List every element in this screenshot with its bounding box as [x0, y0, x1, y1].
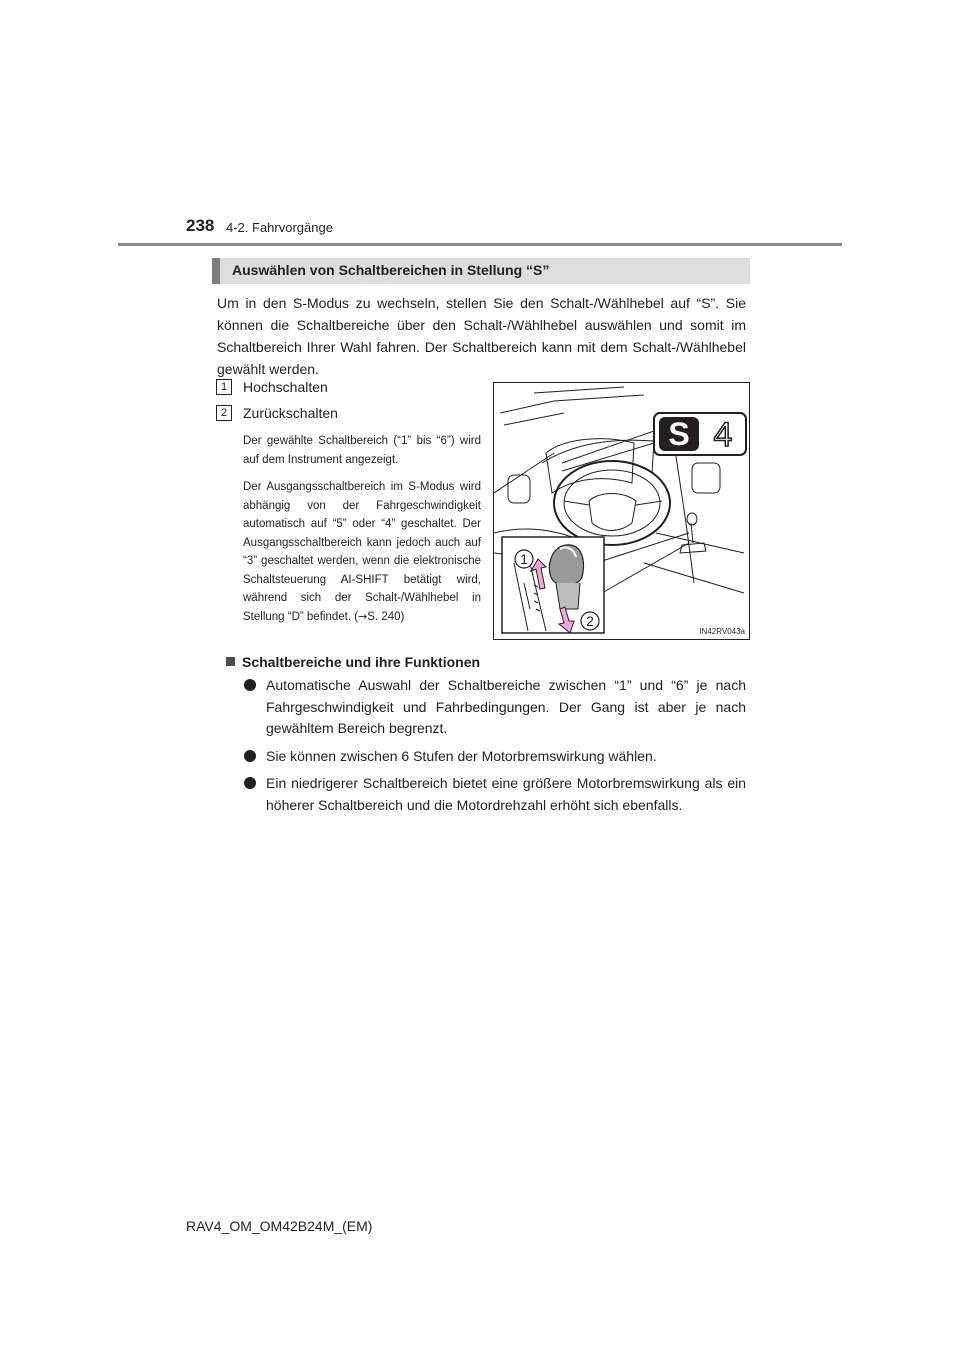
step-label: Hochschalten [243, 379, 328, 395]
shift-lever-illustration [493, 382, 750, 640]
indicator-number: 4 [713, 416, 733, 454]
note-initial-range: Der Ausgangsschaltbereich im S-Modus wird abhängig von der Fahrgeschwindigkeit automatisch auf “5” oder “4” geschaltet. Der Ausgangsschaltbereich kann jedoch auch auf “3” geschaltet werden, wenn die elektronische Schaltsteuerung AI-SHIFT betätigt wird, während sich der Schalt-/Wählhebel in Stellung “D” befindet. (→S. 240) [243, 481, 481, 623]
list-item: Ein niedrigerer Schaltbereich bietet eine größere Motorbremswirkung als ein höherer Schaltbereich und die Motordrehzahl erhöht sich ebenfalls. [244, 773, 746, 816]
list-item: Sie können zwischen 6 Stufen der Motorbremswirkung wählen. [244, 746, 746, 768]
bullet-dot-icon [244, 679, 256, 691]
subsection-title: Schaltbereiche und ihre Funktionen [242, 654, 481, 670]
document-code: RAV4_OM_OM42B24M_(EM) [186, 1218, 373, 1234]
callout-2-label: 2 [586, 613, 594, 629]
intro-paragraph: Um in den S-Modus zu wechseln, stellen Sie den Schalt-/Wählhebel auf “S”. Sie können die Schaltbereiche über den Schalt-/Wählhebel auswählen und somit im Schaltbereich Ihrer Wahl fahren. Der Schaltbereich kann mit dem Schalt-/Wählhebel gewählt werden. [217, 295, 746, 377]
reference-arrow-icon: → [358, 609, 368, 623]
figure-code: IN42RV043a [699, 627, 745, 636]
section-heading-bar [212, 258, 750, 284]
note-range-display: Der gewählte Schaltbereich (“1” bis “6”) wird auf dem Instrument angezeigt. [243, 435, 481, 466]
function-list [244, 675, 746, 822]
section-heading: Auswählen von Schaltbereichen in Stellung “S” [232, 262, 550, 278]
subsection-heading [226, 654, 480, 670]
step-number: 2 [216, 405, 232, 421]
bullet-dot-icon [244, 777, 256, 789]
callout-1-label: 1 [520, 551, 528, 567]
header-rule [118, 243, 842, 246]
bullet-dot-icon [244, 750, 256, 762]
indicator-letter: S [668, 416, 690, 452]
page-number: 238 [186, 216, 215, 235]
square-bullet-icon [226, 657, 235, 666]
step-label: Zurückschalten [243, 405, 338, 421]
dashboard-drawing [494, 383, 748, 638]
list-item: Automatische Auswahl der Schaltbereiche zwischen “1” und “6” je nach Fahrgeschwindigkeit und Fahrbedingungen. Der Gang ist aber je nach gewähltem Bereich begrenzt. [244, 675, 746, 740]
section-title: 4-2. Fahrvorgänge [226, 220, 333, 235]
step-number: 1 [216, 379, 232, 395]
